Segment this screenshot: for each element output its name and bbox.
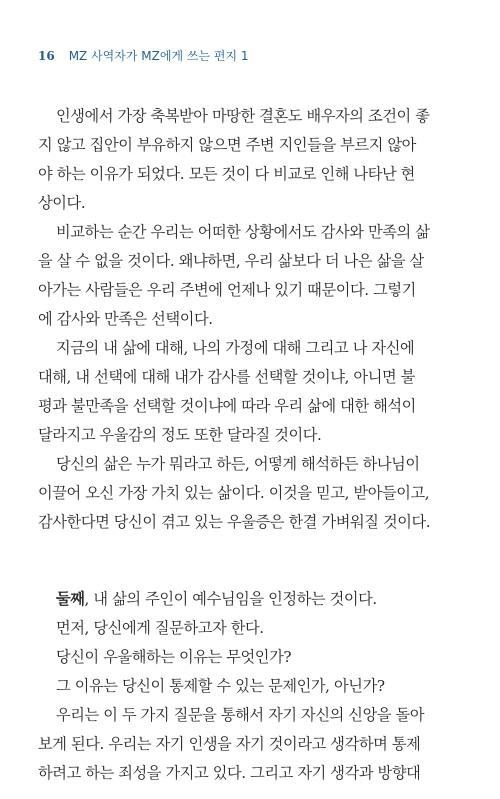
text-line: 야 하는 이유가 되었다. 모든 것이 다 비교로 인해 나타난 현 — [38, 165, 415, 183]
body-text — [38, 102, 468, 788]
text-line: 당신이 우울해하는 이유는 무엇인가? — [56, 648, 292, 666]
section-gap — [38, 537, 468, 585]
text-line: 인생에서 가장 축복받아 마땅한 결혼도 배우자의 조건이 좋 — [56, 107, 430, 125]
text-line: 먼저, 당신에게 질문하고자 한다. — [56, 619, 264, 637]
running-title: MZ 사역자가 MZ에게 쓰는 편지 1 — [68, 49, 249, 63]
text-line: 이끌어 오신 가장 가치 있는 삶이다. 이것을 믿고, 받아들이고, — [38, 484, 430, 502]
text-line: 상이다. — [38, 194, 86, 212]
text-section-b — [38, 614, 468, 788]
text-line: 을 살 수 없을 것이다. 왜냐하면, 우리 삶보다 더 나은 삶을 살 — [38, 252, 424, 270]
running-header — [38, 47, 248, 64]
text-line: 에 감사와 만족은 선택이다. — [38, 310, 213, 328]
section-lead-text: , 내 삶의 주인이 예수님임을 인정하는 것이다. — [84, 590, 377, 608]
section-heading-line — [38, 585, 468, 614]
text-line: 비교하는 순간 우리는 어떠한 상황에서도 감사와 만족의 삶 — [56, 223, 430, 241]
text-line: 그 이유는 당신이 통제할 수 있는 문제인가, 아닌가? — [56, 677, 385, 695]
text-line: 대해, 내 선택에 대해 내가 감사를 선택할 것이냐, 아니면 불 — [38, 368, 415, 386]
text-line: 달라지고 우울감의 정도 또한 달라질 것이다. — [38, 426, 322, 444]
text-line: 지 않고 집안이 부유하지 않으면 주변 지인들을 부르지 않아 — [38, 136, 416, 154]
text-line: 하려고 하는 죄성을 가지고 있다. 그리고 자기 생각과 방향대 — [38, 764, 421, 782]
text-line: 아가는 사람들은 우리 주변에 언제나 있기 때문이다. 그렇기 — [38, 281, 416, 299]
text-line: 보게 된다. 우리는 자기 인생을 자기 것이라고 생각하며 통제 — [38, 735, 421, 753]
text-section-a — [38, 102, 468, 537]
text-line: 평과 불만족을 선택할 것이냐에 따라 우리 삶에 대한 해석이 — [38, 397, 416, 415]
section-lead-bold: 둘째 — [56, 590, 85, 608]
text-line: 감사한다면 당신이 겪고 있는 우울증은 한결 가벼워질 것이다. — [38, 513, 431, 531]
text-line: 지금의 내 삶에 대해, 나의 가정에 대해 그리고 나 자신에 — [56, 339, 415, 357]
text-line: 우리는 이 두 가지 질문을 통해서 자기 자신의 신앙을 돌아 — [56, 706, 425, 724]
text-line: 당신의 삶은 누가 뭐라고 하든, 어떻게 해석하든 하나님이 — [56, 455, 420, 473]
page-number: 16 — [38, 49, 55, 63]
